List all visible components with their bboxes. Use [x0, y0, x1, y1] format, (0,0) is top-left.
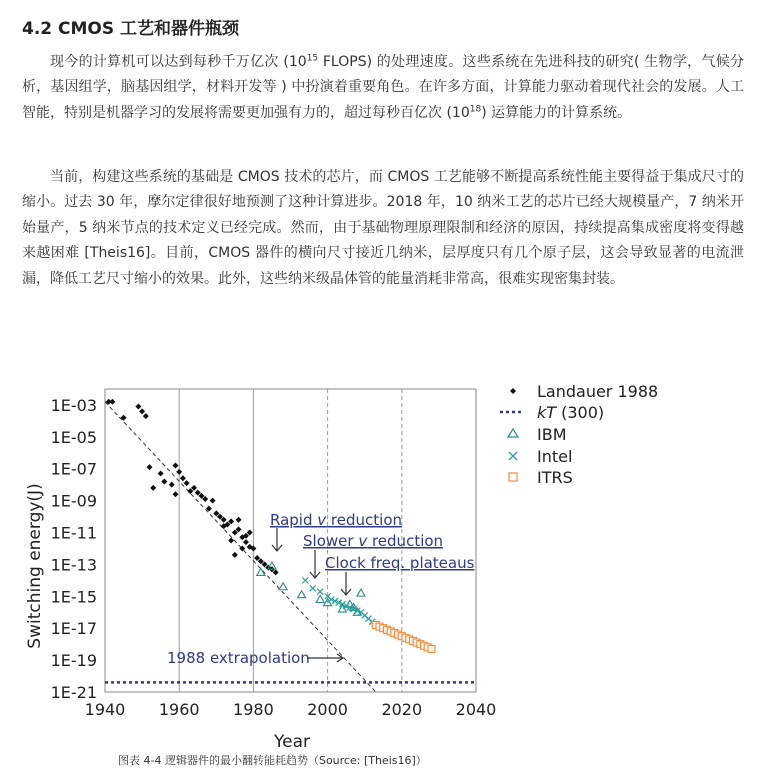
- section-title: 4.2 CMOS 工艺和器件瓶颈: [22, 19, 240, 39]
- y-tick-label: 1E-19: [50, 651, 97, 671]
- x-tick-label: 1940: [84, 700, 126, 719]
- y-tick-label: 1E-09: [50, 491, 97, 511]
- legend-label-landauer: Landauer 1988: [537, 382, 659, 401]
- annotation-extrapolation: 1988 extrapolation: [167, 649, 310, 667]
- y-tick-label: 1E-05: [50, 427, 97, 447]
- annotation-clock-plateaus: Clock freq. plateaus: [325, 554, 475, 572]
- y-tick-label: 1E-15: [50, 587, 97, 607]
- p1-sup-2: 18: [469, 104, 482, 115]
- legend-label-itrs: ITRS: [537, 468, 573, 487]
- legend-label-intel: Intel: [537, 447, 573, 466]
- y-tick-label: 1E-13: [50, 555, 97, 575]
- legend-marker-ibm: [508, 429, 518, 437]
- x-tick-label: 2040: [455, 700, 497, 719]
- annotation-rapid-reduction: Rapid v reduction: [270, 511, 402, 529]
- y-tick-label: 1E-21: [50, 683, 97, 702]
- legend-marker-landauer: [510, 388, 516, 394]
- figure-caption: 图表 4-4 逻辑器件的最小翻转能耗趋势（Source: [Theis16]）: [118, 754, 427, 767]
- annotation-slower-reduction: Slower v reduction: [303, 532, 444, 550]
- y-tick-labels: [51, 396, 97, 702]
- p1-text-b: FLOPS) 的处理速度。这些系统在先进科技的研究( 生物学，气候分析，基因组学，脑基因组学，材料开发等 ) 中扮演着重要角色。在许多方面，计算能力驱动着现代社会的发展。人工智能，特别是机器学习的发展将需要更加强有力的，超过每秒百亿次 (10: [22, 54, 744, 121]
- paragraph-2: 当前，构建这些系统的基础是 CMOS 技术的芯片，而 CMOS 工艺能够不断提高系统性能主要得益于集成尺寸的缩小。过去 30 年，摩尔定律很好地预测了这种计算进步。2018 年，10 纳米工艺的芯片已经大规模量产，7 纳米开始量产，5 纳米节点的技术定义已经完成。然而，由于基础物理原理限制和经济的原因，持续提高集成密度将变得越来越困难 [Theis16]。目前，CMOS 器件的横向尺寸接近几纳米，层厚度只有几个原子层，这会导致显著的电流泄漏，降低工艺尺寸缩小的效果。此外，这些纳米级晶体管的能量消耗非常高，很难实现密集封装。: [22, 169, 744, 287]
- point-itrs: [428, 645, 435, 652]
- p1-text-a: 现今的计算机可以达到每秒千万亿次 (10: [50, 54, 307, 70]
- legend-marker-itrs: [509, 473, 517, 481]
- x-tick-label: 2000: [307, 700, 348, 719]
- y-tick-label: 1E-07: [50, 459, 97, 479]
- x-tick-label: 2020: [381, 700, 423, 719]
- switching-energy-chart: [0, 370, 762, 752]
- p1-sup-1: 15: [306, 53, 319, 64]
- y-tick-label: 1E-11: [50, 523, 97, 543]
- legend-label-ibm: IBM: [537, 425, 567, 444]
- legend-marker-intel: [509, 452, 517, 460]
- p1-text-c: ) 运算能力的计算系统。: [481, 104, 632, 121]
- y-tick-label: 1E-17: [50, 619, 97, 639]
- paragraph-1: [22, 50, 744, 126]
- y-axis-label: Switching energy(J): [25, 483, 45, 649]
- x-tick-label: 1980: [233, 700, 274, 719]
- legend: [500, 382, 658, 487]
- x-tick-label: 1960: [158, 700, 200, 719]
- x-axis-label: Year: [274, 732, 310, 752]
- y-tick-label: 1E-03: [50, 395, 97, 415]
- legend-label-kt: kT (300): [537, 403, 605, 422]
- x-tick-labels: [85, 700, 497, 719]
